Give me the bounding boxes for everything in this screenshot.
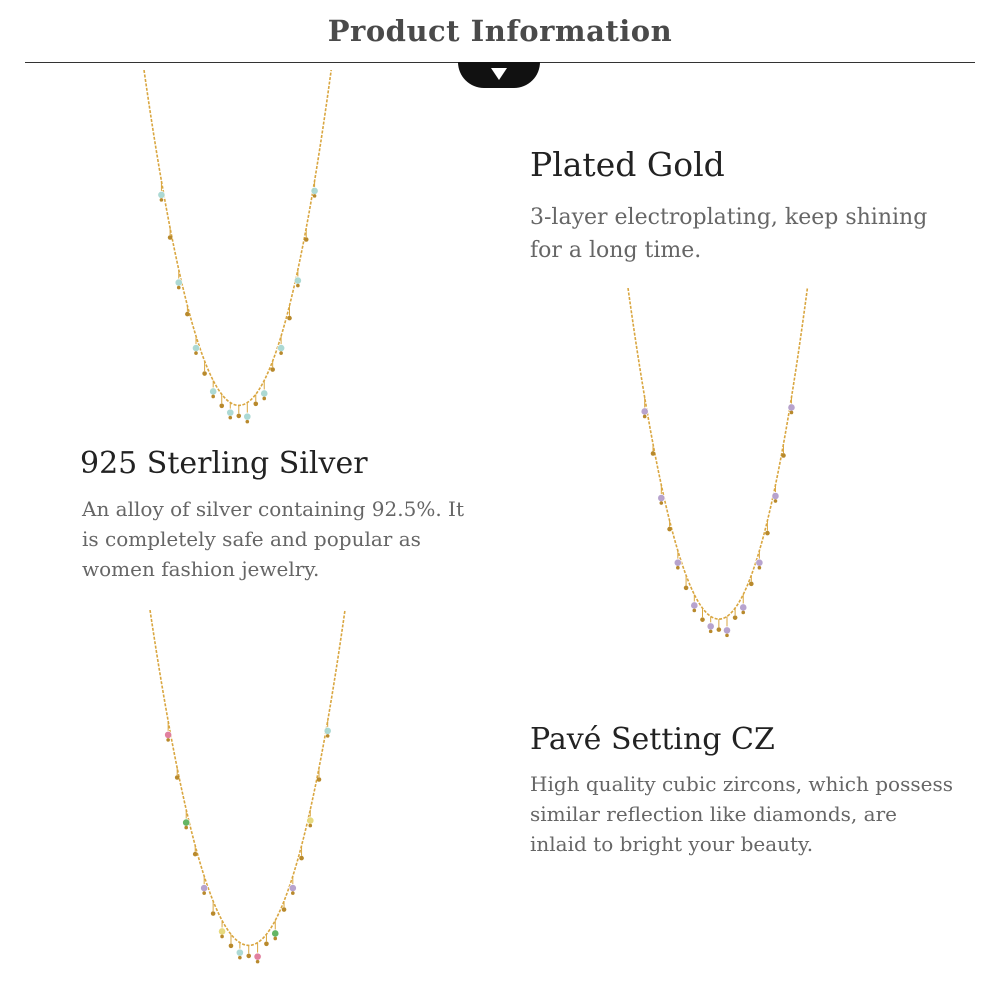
amethyst-necklace-image — [605, 288, 835, 673]
dangle-charm — [192, 336, 199, 355]
multicolor-necklace-image — [125, 610, 375, 1000]
dangle-charm — [175, 768, 180, 780]
dangle-charm — [237, 405, 242, 418]
dangle-charm — [299, 846, 304, 861]
dangle-charm — [289, 876, 296, 895]
dangle-charm — [733, 608, 738, 620]
page-title: Product Information — [327, 14, 673, 48]
dangle-charm — [324, 721, 331, 738]
dangle-charm — [227, 403, 234, 420]
dangle-charm — [740, 594, 747, 614]
feature-description-line: for a long time. — [530, 238, 702, 263]
dangle-charm — [218, 920, 225, 938]
feature-title: Plated Gold — [530, 145, 725, 184]
section-toggle-button[interactable] — [458, 62, 540, 88]
feature-description-line: An alloy of silver containing 92.5%. It — [82, 497, 464, 521]
feature-description-line: High quality cubic zircons, which possess — [530, 772, 953, 796]
feature-description — [530, 201, 927, 267]
dangle-charm — [236, 943, 243, 960]
aquamarine-necklace-image — [120, 70, 360, 460]
dangle-charm — [307, 810, 314, 828]
dangle-charm — [244, 403, 251, 424]
feature-description-line: similar reflection like diamonds, are — [530, 802, 897, 826]
dangle-charm — [674, 551, 681, 570]
dangle-charm — [270, 361, 275, 372]
dangle-charm — [202, 361, 207, 376]
dangle-charm — [756, 551, 763, 570]
feature-description-line: is completely safe and popular as — [82, 527, 421, 551]
dangle-charm — [261, 380, 268, 400]
dangle-charm — [707, 616, 714, 633]
feature-description — [530, 769, 953, 859]
dangle-charm — [201, 876, 208, 895]
dangle-charm — [264, 934, 269, 946]
dangle-charm — [317, 768, 322, 782]
dangle-charm — [246, 945, 251, 958]
dangle-charm — [684, 575, 689, 590]
dangle-charm — [788, 397, 795, 414]
feature-title: Pavé Setting CZ — [530, 722, 775, 757]
dangle-charm — [277, 336, 284, 355]
dangle-charm — [723, 616, 730, 637]
chevron-down-icon — [491, 68, 507, 80]
dangle-charm — [691, 594, 698, 612]
dangle-charm — [294, 270, 301, 288]
dangle-charm — [717, 619, 722, 632]
feature-description-line: 3-layer electroplating, keep shining — [530, 205, 928, 230]
dangle-charm — [210, 380, 217, 398]
feature-title: 925 Sterling Silver — [80, 446, 368, 481]
feature-description-line: inlaid to bright your beauty. — [530, 832, 814, 856]
feature-description — [82, 494, 464, 584]
dangle-charm — [168, 228, 173, 240]
dangle-charm — [700, 608, 705, 622]
dangle-charm — [211, 901, 216, 916]
feature-description-line: women fashion jewelry. — [82, 557, 320, 581]
dangle-charm — [667, 521, 672, 532]
dangle-charm — [254, 943, 261, 964]
